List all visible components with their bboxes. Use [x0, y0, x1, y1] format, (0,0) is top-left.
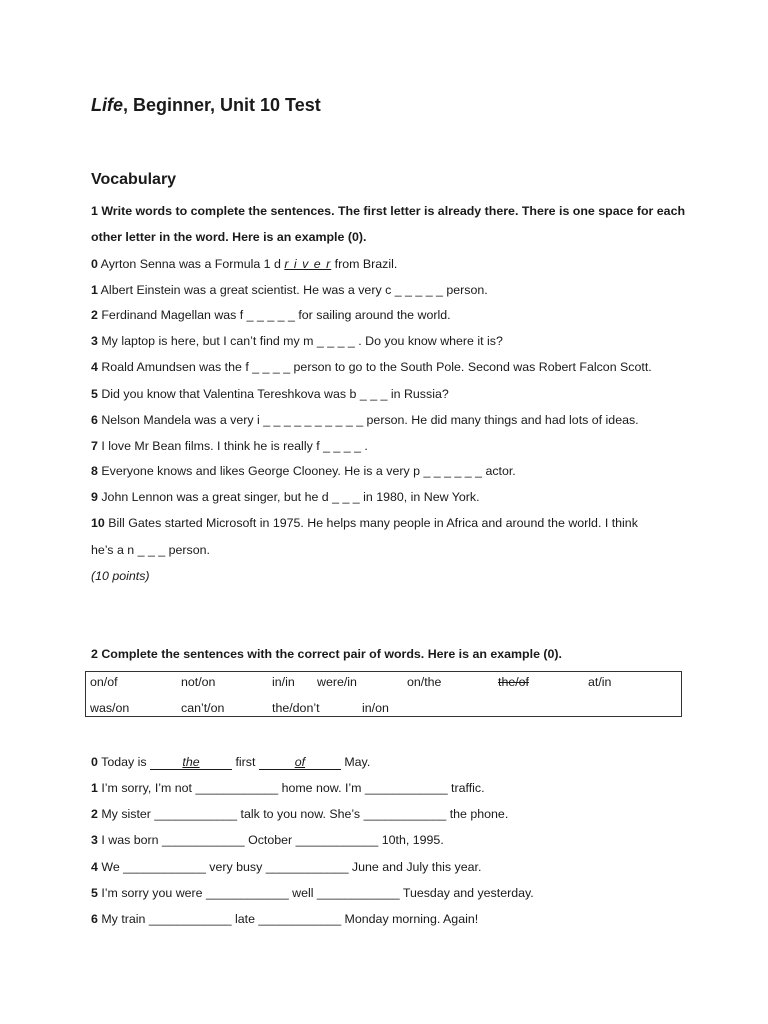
item-text: Bill Gates started Microsoft in 1975. He helps many people in Africa and around the world. I think: [108, 516, 638, 530]
ex2-item-0: [91, 755, 370, 770]
item-number: 0: [91, 755, 98, 769]
ex1-item-0: [91, 257, 397, 271]
item-text: We ____________ very busy ____________ June and July this year.: [101, 860, 482, 874]
item-number: 6: [91, 413, 98, 427]
ex1-item-1: [91, 283, 488, 297]
item-text: Roald Amundsen was the f _ _ _ _ person to go to the South Pole. Second was Robert Falcon Scott.: [101, 360, 652, 374]
item-text: Today is: [101, 755, 151, 769]
title-rest: , Beginner, Unit 10 Test: [123, 95, 321, 115]
points-label: (10 points): [91, 569, 150, 583]
item-number: 1: [91, 283, 98, 297]
word-box: [85, 671, 682, 717]
item-text: I love Mr Bean films. I think he is really f _ _ _ _ .: [101, 439, 368, 453]
word-pair: were/in: [317, 675, 357, 689]
ex2-instruction: 2 Complete the sentences with the correct pair of words. Here is an example (0).: [91, 647, 562, 661]
section-heading: Vocabulary: [91, 171, 177, 188]
word-pair: in/in: [272, 675, 295, 689]
item-number: 10: [91, 516, 105, 530]
word-pair: can’t/on: [181, 701, 225, 715]
item-number: 6: [91, 912, 98, 926]
item-number: 3: [91, 833, 98, 847]
item-number: 2: [91, 807, 98, 821]
item-number: 8: [91, 464, 98, 478]
item-text: My laptop is here, but I can’t find my m _ _ _ _ . Do you know where it is?: [101, 334, 503, 348]
example-answer: the: [182, 755, 200, 769]
item-text: Ferdinand Magellan was f _ _ _ _ _ for sailing around the world.: [101, 308, 451, 322]
item-number: 2: [91, 308, 98, 322]
ex1-item-8: [91, 464, 516, 478]
ex1-item-6: [91, 413, 639, 427]
page-title: [91, 95, 321, 116]
item-text: Nelson Mandela was a very i _ _ _ _ _ _ _ _ _ _ person. He did many things and had lots of ideas.: [101, 413, 639, 427]
ex1-item-3: [91, 334, 503, 348]
item-text: My sister ____________ talk to you now. She’s ____________ the phone.: [101, 807, 509, 821]
word-pair: the/don’t: [272, 701, 320, 715]
word-pair: not/on: [181, 675, 216, 689]
ex2-item-4: [91, 860, 481, 874]
word-pair: in/on: [362, 701, 389, 715]
ex2-item-1: [91, 781, 485, 795]
word-pair-used: the/of: [498, 675, 530, 689]
item-number: 0: [91, 257, 98, 271]
ex1-item-9: [91, 490, 480, 504]
ex1-item-10-cont: he’s a n _ _ _ person.: [91, 543, 210, 557]
ex2-item-5: [91, 886, 534, 900]
item-text: Did you know that Valentina Tereshkova was b _ _ _ in Russia?: [101, 387, 449, 401]
ex1-instruction: 1 Write words to complete the sentences. The first letter is already there. There is one space for each: [91, 204, 686, 218]
word-pair: on/the: [407, 675, 442, 689]
item-number: 1: [91, 781, 98, 795]
item-number: 4: [91, 360, 98, 374]
ex1-item-4: [91, 360, 652, 374]
ex1-item-7: [91, 439, 368, 453]
item-text: My train ____________ late ____________ Monday morning. Again!: [101, 912, 479, 926]
item-text: Everyone knows and likes George Clooney. He is a very p _ _ _ _ _ _ actor.: [101, 464, 516, 478]
ex1-item-2: [91, 308, 451, 322]
word-pair: at/in: [588, 675, 612, 689]
ex1-item-5: [91, 387, 449, 401]
item-text: I was born ____________ October ____________ 10th, 1995.: [101, 833, 444, 847]
example-answer: of: [294, 755, 306, 769]
item-text: I’m sorry, I’m not ____________ home now. I’m ____________ traffic.: [101, 781, 485, 795]
ex2-item-6: [91, 912, 478, 926]
title-italic: Life: [91, 95, 124, 115]
item-number: 4: [91, 860, 98, 874]
example-answer: r i v e r: [284, 257, 332, 271]
item-text: Ayrton Senna was a Formula 1 d: [100, 257, 285, 271]
word-pair: on/of: [90, 675, 118, 689]
item-text: I’m sorry you were ____________ well ____________ Tuesday and yesterday.: [101, 886, 534, 900]
ex2-item-3: [91, 833, 444, 847]
item-number: 5: [91, 387, 98, 401]
item-text: May.: [340, 755, 371, 769]
item-number: 5: [91, 886, 98, 900]
item-text: first: [232, 755, 259, 769]
item-number: 9: [91, 490, 98, 504]
item-text-after: from Brazil.: [331, 257, 398, 271]
item-text: John Lennon was a great singer, but he d _ _ _ in 1980, in New York.: [101, 490, 480, 504]
ex1-item-10: [91, 516, 638, 530]
item-text: Albert Einstein was a great scientist. He was a very c _ _ _ _ _ person.: [100, 283, 488, 297]
ex2-item-2: [91, 807, 508, 821]
word-pair: was/on: [90, 701, 130, 715]
ex1-instruction-cont: other letter in the word. Here is an example (0).: [91, 230, 367, 244]
item-number: 3: [91, 334, 98, 348]
item-number: 7: [91, 439, 98, 453]
